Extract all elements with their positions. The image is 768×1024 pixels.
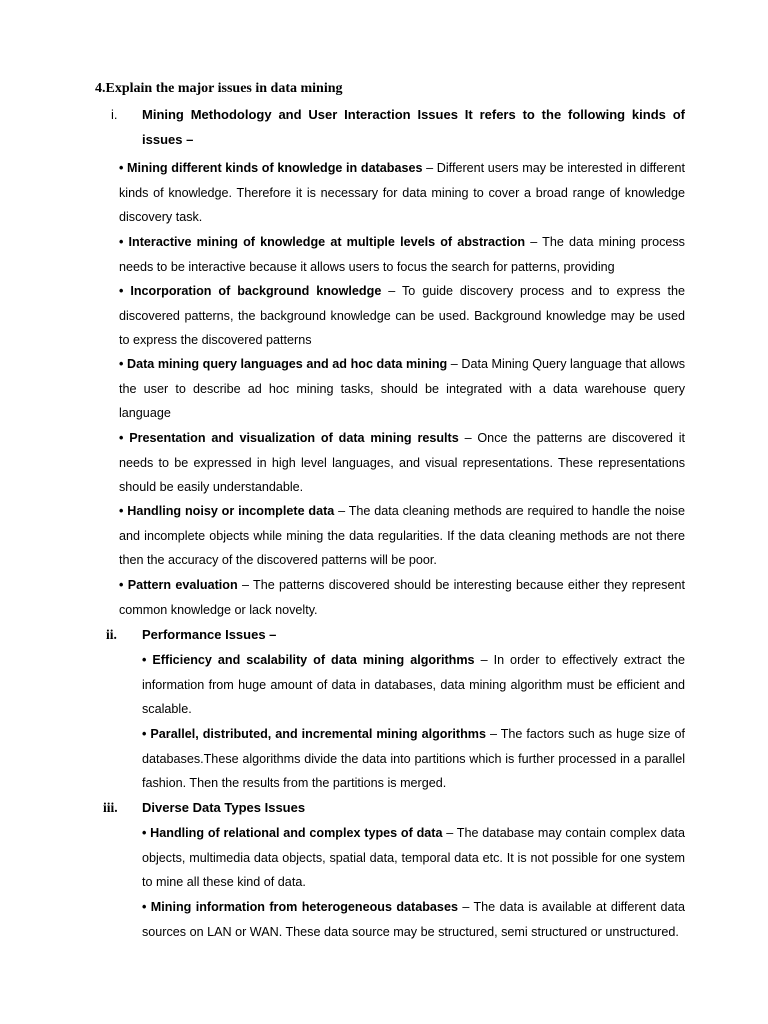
section-heading-mining-methodology: Mining Methodology and User Interaction Issues It refers to the following kinds of issues – [142,107,685,147]
list-item-efficiency-scalability [142,648,685,722]
item-term: • Data mining query languages and ad hoc data mining [119,357,448,371]
list-item-relational-complex [142,821,685,895]
item-term: • Mining information from heterogeneous databases [142,900,458,914]
list-item-interactive-mining [119,230,685,279]
item-text: – The patterns discovered should be interesting because either they represent common knowledge or lack novelty. [119,578,685,617]
section-heading-diverse-data-types: Diverse Data Types Issues [142,800,306,815]
item-text: – The data is available at different data sources on LAN or WAN. These data source may be structured, semi structured or unstructured. [142,900,686,939]
item-term: • Pattern evaluation [119,578,238,592]
list-item-heterogeneous-databases [142,895,685,944]
list-item-query-languages [119,352,685,426]
list-item-different-kinds-knowledge [119,156,685,230]
section-numeral-i: i. [111,107,118,122]
item-term: • Interactive mining of knowledge at multiple levels of abstraction [119,235,526,249]
item-term: • Parallel, distributed, and incremental mining algorithms [142,727,486,741]
item-term: • Mining different kinds of knowledge in databases [119,161,423,175]
item-text: – Once the patterns are discovered it needs to be expressed in high level languages, and visual representations. These representations should be easily understandable. [119,431,685,494]
item-text: – The database may contain complex data objects, multimedia data objects, spatial data, temporal data etc. It is not possible for one system to mine all these kind of data. [142,826,685,889]
document-title: 4.Explain the major issues in data mining [95,81,343,96]
item-text: – To guide discovery process and to express the discovered patterns, the background knowledge can be used. Background knowledge may be used to express the discovered patterns [119,284,685,347]
list-item-parallel-distributed [142,722,685,796]
section-numeral-iii: iii. [103,800,118,815]
item-term: • Incorporation of background knowledge [119,284,382,298]
item-term: • Handling noisy or incomplete data [119,504,335,518]
item-text: – The factors such as huge size of databases.These algorithms divide the data into partitions which is further processed in a parallel fashion. Then the results from the partitions is merged. [142,727,685,790]
item-text: – In order to effectively extract the information from huge amount of data in databases, data mining algorithm must be efficient and scalable. [142,653,685,716]
list-item-background-knowledge [119,279,685,353]
list-item-noisy-data [119,499,685,573]
item-text: – The data cleaning methods are required to handle the noise and incomplete objects while mining the data regularities. If the data cleaning methods are not there then the accuracy of the discovered patterns will be poor. [119,504,685,567]
list-item-pattern-evaluation [119,573,685,622]
item-text: – The data mining process needs to be interactive because it allows users to focus the search for patterns, providing [119,235,685,274]
item-text: – Different users may be interested in different kinds of knowledge. Therefore it is necessary for data mining to cover a broad range of knowledge discovery task. [119,161,685,224]
list-item-presentation-visualization [119,426,685,500]
item-term: • Efficiency and scalability of data mining algorithms [142,653,475,667]
item-term: • Handling of relational and complex types of data [142,826,443,840]
item-text: – Data Mining Query language that allows the user to describe ad hoc mining tasks, should be integrated with a data warehouse query language [119,357,685,420]
section-heading-performance: Performance Issues – [142,627,277,642]
section-numeral-ii: ii. [106,627,117,642]
item-term: • Presentation and visualization of data mining results [119,431,459,445]
